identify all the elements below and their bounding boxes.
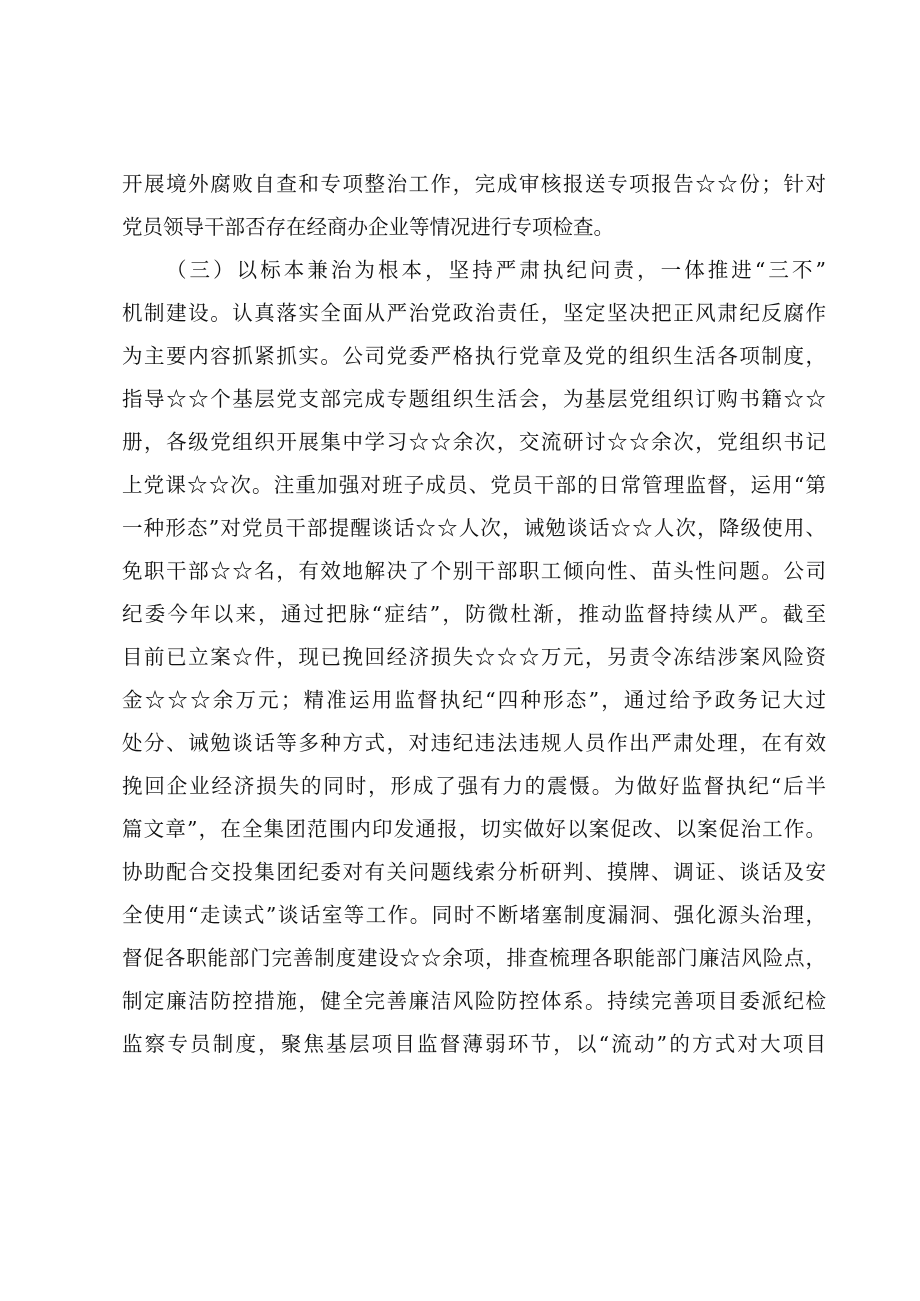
text-line-7: 册，各级党组织开展集中学习☆☆余次，交流研讨☆☆余次，党组织书记 [122,430,826,454]
text-line-20: 制定廉洁防控措施，健全完善廉洁风险防控体系。持续完善项目委派纪检 [122,989,826,1013]
text-line-10: 免职干部☆☆名，有效地解决了个别干部职工倾向性、苗头性问题。公司 [122,559,826,583]
section-heading-line: （三）以标本兼治为根本，坚持严肃执纪问责，一体推进“三不” [166,258,826,282]
text-line-17: 协助配合交投集团纪委对有关问题线索分析研判、摸牌、调证、谈话及安 [122,860,826,884]
text-line-19: 督促各职能部门完善制度建设☆☆余项，排查梳理各职能部门廉洁风险点， [122,946,826,970]
text-line-1: 开展境外腐败自查和专项整治工作，完成审核报送专项报告☆☆份；针对 [122,172,826,196]
text-line-11: 纪委今年以来，通过把脉“症结”，防微杜渐，推动监督持续从严。截至 [122,602,826,626]
text-line-8: 上党课☆☆次。注重加强对班子成员、党员干部的日常管理监督，运用“第 [122,473,826,497]
text-line-2: 党员领导干部否存在经商办企业等情况进行专项检查。 [122,215,614,239]
text-line-15: 挽回企业经济损失的同时，形成了强有力的震慑。为做好监督执纪“后半 [122,774,826,798]
text-line-14: 处分、诫勉谈话等多种方式，对违纪违法违规人员作出严肃处理，在有效 [122,731,826,755]
text-line-5: 为主要内容抓紧抓实。公司党委严格执行党章及党的组织生活各项制度， [122,344,826,368]
text-line-13: 金☆☆☆余万元；精准运用监督执纪“四种形态”，通过给予政务记大过 [122,688,826,712]
text-line-4: 机制建设。认真落实全面从严治党政治责任，坚定坚决把正风肃纪反腐作 [122,301,826,325]
text-line-6: 指导☆☆个基层党支部完成专题组织生活会，为基层党组织订购书籍☆☆ [122,387,826,411]
text-line-12: 目前已立案☆件，现已挽回经济损失☆☆☆万元，另责令冻结涉案风险资 [122,645,826,669]
text-line-18: 全使用“走读式”谈话室等工作。同时不断堵塞制度漏洞、强化源头治理， [122,903,826,927]
text-line-9: 一种形态”对党员干部提醒谈话☆☆人次，诫勉谈话☆☆人次，降级使用、 [122,516,826,540]
text-line-16: 篇文章”，在全集团范围内印发通报，切实做好以案促改、以案促治工作。 [122,817,826,841]
text-line-21: 监察专员制度，聚焦基层项目监督薄弱环节，以“流动”的方式对大项目 [122,1032,826,1056]
